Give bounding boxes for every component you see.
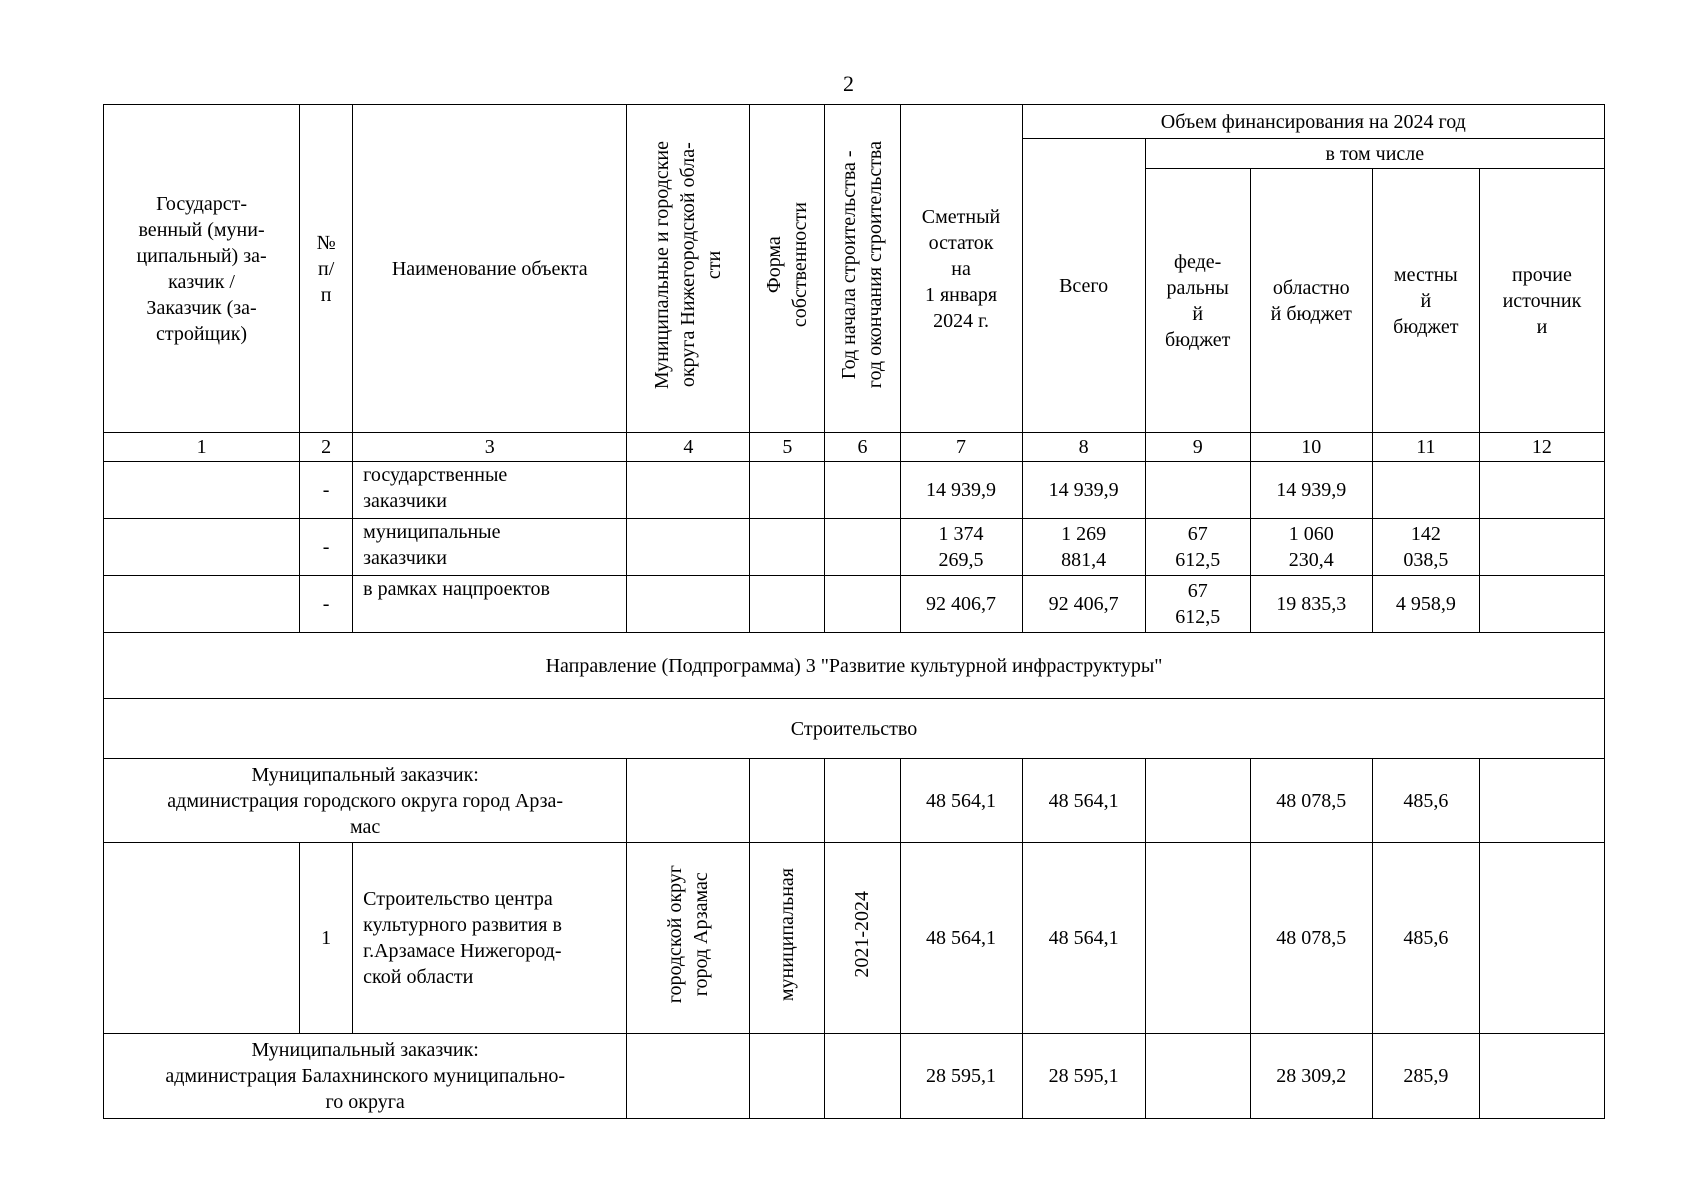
col-number-4: 4 [627,433,750,462]
regional-value: 28 309,2 [1250,1034,1372,1119]
col-number-2: 2 [300,433,353,462]
federal-value: 67 612,5 [1145,576,1250,633]
header-number: № п/ п [300,105,353,433]
header-districts: Муниципальные и городские округа Нижегородской обла- сти [627,105,750,433]
estimate-value: 92 406,7 [900,576,1022,633]
total-value: 28 595,1 [1022,1034,1145,1119]
summary-row-national-projects [104,576,1605,633]
object-row-arzamas-center [104,843,1605,1034]
object-years: 2021-2024 [825,843,900,1034]
header-federal-budget: феде- ральны й бюджет [1145,169,1250,433]
local-value: 285,9 [1372,1034,1479,1119]
header-regional-budget: областно й бюджет [1250,169,1372,433]
subsection-title: Строительство [104,699,1605,759]
header-including: в том числе [1145,139,1604,169]
col-number-12: 12 [1479,433,1604,462]
header-total: Всего [1022,139,1145,433]
estimate-value: 28 595,1 [900,1034,1022,1119]
section-title: Направление (Подпрограмма) 3 "Развитие культурной инфраструктуры" [104,633,1605,699]
customer-row-balakhna [104,1034,1605,1119]
row-number: - [300,576,353,633]
header-funding-group: Объем финансирования на 2024 год [1022,105,1604,139]
col-number-7: 7 [900,433,1022,462]
total-value: 48 564,1 [1022,843,1145,1034]
estimate-value: 1 374 269,5 [900,519,1022,576]
local-value: 142 038,5 [1372,519,1479,576]
customer-name: Муниципальный заказчик: администрация Балахнинского муниципально- го округа [104,1034,627,1119]
total-value: 14 939,9 [1022,462,1145,519]
other-value [1479,462,1604,519]
col-number-10: 10 [1250,433,1372,462]
federal-value: 67 612,5 [1145,519,1250,576]
row-name: муниципальные заказчики [353,519,627,576]
col-number-6: 6 [825,433,900,462]
local-value: 485,6 [1372,759,1479,843]
summary-row-state [104,462,1605,519]
total-value: 1 269 881,4 [1022,519,1145,576]
header-estimate-balance: Сметный остаток на 1 января 2024 г. [900,105,1022,433]
col-number-3: 3 [353,433,627,462]
object-ownership: муниципальная [750,843,825,1034]
header-object-name: Наименование объекта [353,105,627,433]
object-district: городской округ город Арзамас [627,843,750,1034]
summary-row-municipal [104,519,1605,576]
estimate-value: 48 564,1 [900,759,1022,843]
financing-table [103,104,1605,1119]
total-value: 48 564,1 [1022,759,1145,843]
estimate-value: 14 939,9 [900,462,1022,519]
customer-name: Муниципальный заказчик: администрация городского округа город Арза- мас [104,759,627,843]
local-value: 4 958,9 [1372,576,1479,633]
total-value: 92 406,7 [1022,576,1145,633]
regional-value: 19 835,3 [1250,576,1372,633]
col-number-5: 5 [750,433,825,462]
other-value [1479,519,1604,576]
local-value: 485,6 [1372,843,1479,1034]
other-value [1479,576,1604,633]
federal-value [1145,462,1250,519]
header-customer: Государст- венный (муни- ципальный) за- казчик / Заказчик (за- стройщик) [104,105,300,433]
header-local-budget: местны й бюджет [1372,169,1479,433]
row-number: - [300,462,353,519]
row-name: государственные заказчики [353,462,627,519]
regional-value: 14 939,9 [1250,462,1372,519]
row-number: - [300,519,353,576]
estimate-value: 48 564,1 [900,843,1022,1034]
page-number: 2 [843,71,854,96]
col-number-11: 11 [1372,433,1479,462]
regional-value: 1 060 230,4 [1250,519,1372,576]
col-number-1: 1 [104,433,300,462]
col-number-8: 8 [1022,433,1145,462]
object-number: 1 [300,843,353,1034]
local-value [1372,462,1479,519]
header-other-sources: прочие источник и [1479,169,1604,433]
col-number-9: 9 [1145,433,1250,462]
regional-value: 48 078,5 [1250,843,1372,1034]
regional-value: 48 078,5 [1250,759,1372,843]
header-years: Год начала строительства - год окончания строительства [825,105,900,433]
row-name: в рамках нацпроектов [353,576,627,633]
object-name: Строительство центра культурного развития в г.Арзамасе Нижегород- ской области [353,843,627,1034]
customer-row-arzamas [104,759,1605,843]
header-ownership: Форма собственности [750,105,825,433]
